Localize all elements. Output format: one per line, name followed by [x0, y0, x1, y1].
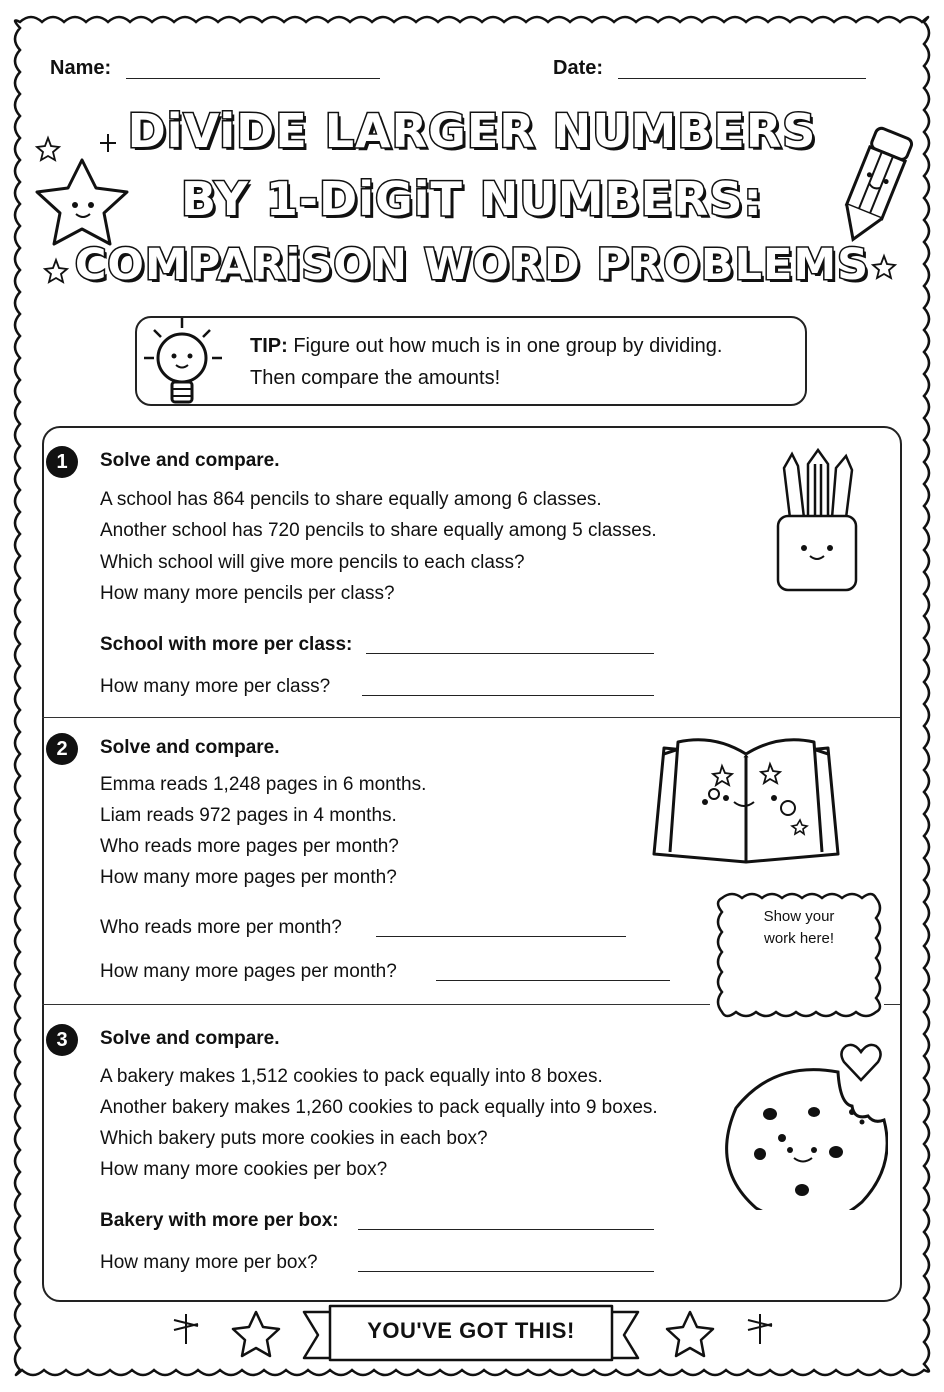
footer-banner-text: YOU'VE GOT THIS! [367, 1318, 575, 1343]
question-1-title: Solve and compare. [100, 450, 280, 471]
question-3-line-1: A bakery makes 1,512 cookies to pack equally into 8 boxes. [100, 1066, 603, 1087]
question-3-line-3: Which bakery puts more cookies in each box? [100, 1128, 488, 1149]
work-cloud-line-2: work here! [763, 930, 835, 947]
lightbulb-icon [140, 312, 230, 408]
divider-2-end [884, 1004, 900, 1005]
question-2-number: 2 [46, 733, 78, 765]
date-field[interactable] [618, 78, 866, 79]
question-3-line-4: How many more cookies per box? [100, 1159, 388, 1180]
pencil-mascot-icon [822, 120, 932, 290]
name-field[interactable] [126, 78, 380, 79]
star-mascot-icon [30, 130, 140, 300]
question-2-line-3: Who reads more pages per month? [100, 836, 399, 857]
page-title-line-3: COMPARiSON WORD PROBLEMS [74, 240, 870, 290]
question-1-answer-2-field[interactable] [362, 695, 654, 696]
name-label: Name: [50, 57, 112, 79]
star-icon [170, 1306, 290, 1362]
question-1-answer-1-label: School with more per class: [100, 634, 353, 655]
question-1-line-1: A school has 864 pencils to share equally among 6 classes. [100, 489, 602, 510]
question-2-answer-2-field[interactable] [436, 980, 670, 981]
date-label: Date: [553, 57, 604, 79]
tip-label: TIP: [250, 335, 288, 357]
question-3-number: 3 [46, 1024, 78, 1056]
question-3-answer-2-field[interactable] [358, 1271, 654, 1272]
tip-line-1 [250, 330, 722, 362]
pencil-cup-icon [770, 448, 870, 598]
tip-line-2: Then compare the amounts! [250, 367, 501, 389]
question-2-line-1: Emma reads 1,248 pages in 6 months. [100, 774, 427, 795]
question-2-answer-1-label: Who reads more per month? [100, 917, 342, 938]
question-1-line-4: How many more pencils per class? [100, 583, 395, 604]
heart-icon [838, 1040, 884, 1084]
question-1-line-3: Which school will give more pencils to each class? [100, 552, 525, 573]
question-2-title: Solve and compare. [100, 737, 280, 758]
page-title-line-1: DiViDE LARGER NUMBERS [127, 104, 817, 158]
question-1-number: 1 [46, 446, 78, 478]
question-1-answer-1-field[interactable] [366, 653, 654, 654]
question-2-answer-2-label: How many more pages per month? [100, 961, 397, 982]
page-title-line-2: BY 1-DiGiT NUMBERS: [181, 172, 763, 226]
question-1-answer-2-label: How many more per class? [100, 676, 331, 697]
question-2-line-2: Liam reads 972 pages in 4 months. [100, 805, 397, 826]
question-2-answer-1-field[interactable] [376, 936, 626, 937]
question-3-line-2: Another bakery makes 1,260 cookies to pack equally into 9 boxes. [100, 1097, 658, 1118]
open-book-icon [650, 736, 842, 872]
question-3-answer-2-label: How many more per box? [100, 1252, 318, 1273]
divider-1 [42, 717, 900, 718]
sparkle-icon [98, 132, 118, 154]
question-3-title: Solve and compare. [100, 1028, 280, 1049]
question-1-line-2: Another school has 720 pencils to share equally among 5 classes. [100, 520, 657, 541]
star-icon [656, 1306, 776, 1362]
tip-text-1: Figure out how much is in one group by dividing. [293, 335, 723, 357]
question-3-answer-1-label: Bakery with more per box: [100, 1210, 339, 1231]
question-2-line-4: How many more pages per month? [100, 867, 397, 888]
question-3-answer-1-field[interactable] [358, 1229, 654, 1230]
divider-2 [42, 1004, 710, 1005]
work-cloud-line-1: Show your [763, 908, 835, 925]
